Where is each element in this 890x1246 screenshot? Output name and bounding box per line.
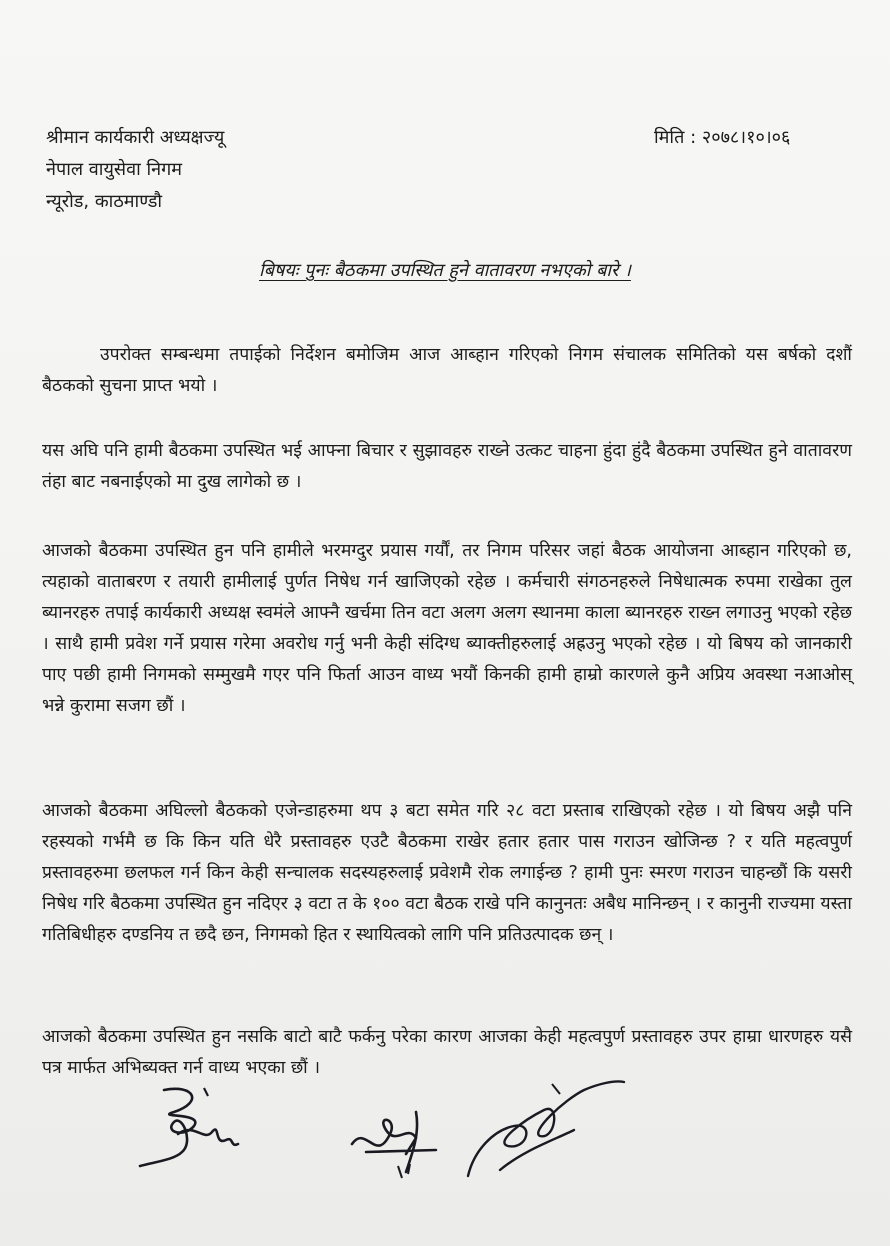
paragraph-2: यस अघि पनि हामी बैठकमा उपस्थित भई आफ्ना बिचार र सुझावहरु राख्ने उत्कट चाहना हुंदा हुंदै बैठकमा उपस्थित हुने वातावरण तंहा बाट नबनाईएको मा दुख लागेको छ । (42, 441, 852, 492)
signature-2 (346, 1094, 456, 1184)
recipient-line-org: नेपाल वायुसेवा निगम (46, 159, 183, 180)
paragraph-1: उपरोक्त सम्बन्धमा तपाईको निर्देशन बमोजिम आज आब्हान गरिएको निगम संचालक समितिको यस बर्षको दशौं बैठकको सुचना प्राप्त भयो । (42, 345, 852, 396)
signature-3 (464, 1080, 634, 1180)
recipient-line-location: न्यूरोड, काठमाण्डौ (46, 191, 163, 212)
signatures (120, 1080, 640, 1190)
paragraph-5: आजको बैठकमा उपस्थित हुन नसकि बाटो बाटै फर्कनु परेका कारण आजका केही महत्वपुर्ण प्रस्तावहरु उपर हाम्रा धारणहरु यसै पत्र मार्फत अभिब्यक्त गर्न वाध्य भएका छौं । (42, 1027, 852, 1078)
paragraph-3: आजको बैठकमा उपस्थित हुन पनि हामीले भरमग्दुर प्रयास गर्यौं, तर निगम परिसर जहां बैठक आयोजना आब्हान गरिएको छ, त्यहाको वाताबरण र तयारी हामीलाई पुर्णत निषेध गर्न खाजिएको रहेछ । कर्मचारी संगठनहरुले निषेधात्मक रुपमा राखेका तुल ब्यानरहरु तपाई कार्यकारी अध्यक्ष स्वमंले आफ्नै खर्चमा तिन वटा अलग अलग स्थानमा काला ब्यानरहरु राख्न लगाउनु भएको रहेछ । साथै हामी प्रवेश गर्ने प्रयास गरेमा अवरोध गर्नु भनी केही संदिग्ध ब्याक्तीहरुलाई अह्रउनु भएको रहेछ । यो बिषय को जानकारी पाए पछी हामी निगमको सम्मुखमै गएर पनि फिर्ता आउन वाध्य भयौं किनकी हामी हाम्रो कारणले कुनै अप्रिय अवस्था नआओस् भन्ने कुरामा सजग छौं । (42, 541, 852, 716)
recipient-line-title: श्रीमान कार्यकारी अध्यक्षज्यू (46, 127, 225, 148)
recipient-address (46, 122, 224, 218)
letter-subject: बिषयः पुनः बैठकमा उपस्थित हुने वातावरण नभएको बारे । (259, 260, 631, 281)
letter-date: मिति : २०७८।१०।०६ (654, 127, 791, 148)
signature-1 (134, 1082, 244, 1172)
paragraph-4: आजको बैठकमा अघिल्लो बैठकको एजेन्डाहरुमा थप ३ बटा समेत गरि २८ वटा प्रस्ताब राखिएको रहेछ । यो बिषय अझै पनि रहस्यको गर्भमै छ कि किन यति धेरै प्रस्तावहरु एउटै बैठकमा राखेर हतार हतार पास गराउन खोजिन्छ ? र यति महत्वपुर्ण प्रस्तावहरुमा छलफल गर्न किन केही सन्चालक सदस्यहरुलाई प्रवेशमै रोक लगाईन्छ ? हामी पुनः स्मरण गराउन चाहन्छौं कि यसरी निषेध गरि बैठकमा उपस्थित हुन नदिएर ३ वटा त के १०० वटा बैठक राखे पनि कानुनतः अबैध मानिन्छन् । र कानुनी राज्यमा यस्ता गतिबिधीहरु दण्डनिय त छदै छन, निगमको हित र स्थायित्वको लागि पनि प्रतिउत्पादक छन् । (42, 801, 852, 945)
